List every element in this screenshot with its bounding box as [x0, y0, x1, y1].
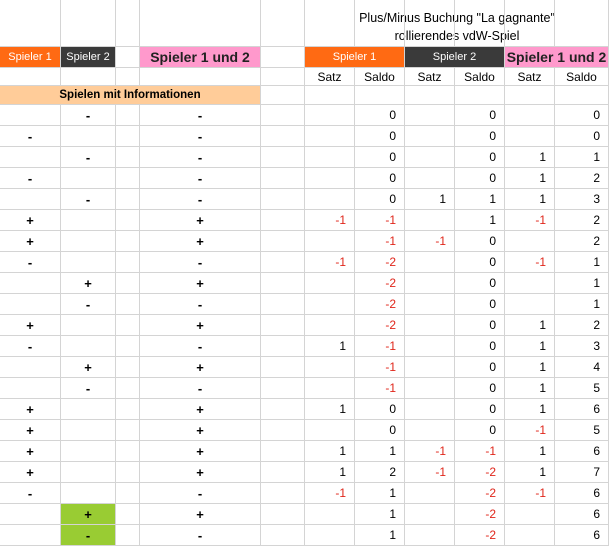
spieler-1-satz[interactable]: 1	[305, 462, 355, 483]
spieler-1-mark[interactable]	[0, 273, 61, 294]
empty-cell[interactable]	[116, 273, 140, 294]
spieler-1-saldo[interactable]: 0	[355, 105, 405, 126]
spieler-1-saldo[interactable]: 0	[355, 126, 405, 147]
empty-cell[interactable]	[116, 168, 140, 189]
spieler-1-satz[interactable]: -1	[305, 483, 355, 504]
spieler-1-satz[interactable]	[305, 147, 355, 168]
spieler-1-saldo[interactable]: -1	[355, 210, 405, 231]
spieler-1-saldo[interactable]: -1	[355, 378, 405, 399]
both-saldo[interactable]: 1	[555, 273, 609, 294]
spieler-2-satz[interactable]	[405, 168, 455, 189]
spieler-1-satz[interactable]	[305, 315, 355, 336]
empty-cell[interactable]	[355, 86, 405, 105]
spieler-1-saldo[interactable]: 1	[355, 525, 405, 546]
title-line-2: rollierendes vdW-Spiel	[394, 29, 520, 43]
both-mark[interactable]: +	[140, 420, 261, 441]
right-header-spieler-2[interactable]: Spieler 2	[405, 47, 505, 68]
spieler-2-saldo[interactable]: 0	[455, 168, 505, 189]
both-satz[interactable]: 1	[505, 189, 555, 210]
empty-cell[interactable]	[116, 0, 140, 47]
spieler-1-saldo[interactable]: -1	[355, 231, 405, 252]
spieler-1-satz[interactable]	[305, 105, 355, 126]
both-satz[interactable]: -1	[505, 210, 555, 231]
both-mark[interactable]: -	[140, 105, 261, 126]
spieler-2-mark[interactable]: -	[61, 105, 116, 126]
both-satz[interactable]: 1	[505, 378, 555, 399]
empty-cell[interactable]	[261, 357, 305, 378]
spieler-1-saldo[interactable]: 0	[355, 420, 405, 441]
spieler-1-mark[interactable]: +	[0, 210, 61, 231]
both-satz[interactable]	[505, 126, 555, 147]
spieler-2-satz[interactable]	[405, 525, 455, 546]
spieler-1-mark[interactable]	[0, 525, 61, 546]
empty-cell[interactable]	[261, 126, 305, 147]
spieler-1-saldo[interactable]: 2	[355, 462, 405, 483]
both-saldo[interactable]: 0	[555, 126, 609, 147]
both-saldo[interactable]: 6	[555, 504, 609, 525]
both-saldo[interactable]: 1	[555, 147, 609, 168]
spieler-1-saldo[interactable]: 1	[355, 441, 405, 462]
spieler-2-satz[interactable]	[405, 105, 455, 126]
title-line-1: Plus/Minus Buchung "La gagnante"	[359, 11, 555, 25]
spieler-2-satz[interactable]: -1	[405, 462, 455, 483]
empty-cell[interactable]	[140, 68, 261, 86]
spieler-1-saldo[interactable]: 1	[355, 504, 405, 525]
empty-cell[interactable]	[116, 525, 140, 546]
spieler-1-satz[interactable]	[305, 126, 355, 147]
both-saldo[interactable]: 2	[555, 315, 609, 336]
both-saldo[interactable]: 2	[555, 231, 609, 252]
empty-cell[interactable]	[455, 0, 505, 47]
spieler-1-mark[interactable]	[0, 378, 61, 399]
spieler-1-saldo[interactable]: 0	[355, 168, 405, 189]
spieler-1-saldo[interactable]: 0	[355, 189, 405, 210]
empty-cell[interactable]	[455, 86, 505, 105]
spieler-1-satz[interactable]: -1	[305, 210, 355, 231]
spieler-2-saldo[interactable]: 1	[455, 189, 505, 210]
both-mark[interactable]: -	[140, 168, 261, 189]
spieler-1-satz[interactable]	[305, 273, 355, 294]
spieler-2-saldo[interactable]: 0	[455, 315, 505, 336]
both-satz[interactable]: -1	[505, 252, 555, 273]
both-mark[interactable]: +	[140, 357, 261, 378]
both-mark[interactable]: -	[140, 252, 261, 273]
spieler-2-saldo[interactable]: -2	[455, 504, 505, 525]
spieler-2-mark[interactable]: -	[61, 189, 116, 210]
empty-cell[interactable]	[305, 0, 355, 47]
both-saldo[interactable]: 7	[555, 462, 609, 483]
spieler-1-mark[interactable]	[0, 357, 61, 378]
right-header-spieler-1[interactable]: Spieler 1	[305, 47, 405, 68]
spieler-2-saldo[interactable]: -2	[455, 483, 505, 504]
spieler-1-saldo[interactable]: 0	[355, 147, 405, 168]
both-mark[interactable]: -	[140, 525, 261, 546]
both-saldo[interactable]: 6	[555, 483, 609, 504]
both-mark[interactable]: -	[140, 294, 261, 315]
both-mark[interactable]: -	[140, 126, 261, 147]
empty-cell[interactable]	[261, 86, 305, 105]
spieler-2-saldo[interactable]: 0	[455, 378, 505, 399]
saldo-header[interactable]: Saldo	[555, 68, 609, 86]
spieler-2-saldo[interactable]: -2	[455, 462, 505, 483]
both-mark[interactable]: +	[140, 210, 261, 231]
spieler-2-satz[interactable]	[405, 252, 455, 273]
right-header-spieler-1-und-2[interactable]: Spieler 1 und 2	[505, 47, 609, 68]
spieler-2-mark[interactable]	[61, 462, 116, 483]
empty-cell[interactable]	[261, 483, 305, 504]
both-saldo[interactable]: 3	[555, 189, 609, 210]
satz-header[interactable]: Satz	[305, 68, 355, 86]
spieler-2-mark[interactable]: -	[61, 147, 116, 168]
empty-cell[interactable]	[261, 47, 305, 68]
spieler-2-saldo[interactable]: 0	[455, 420, 505, 441]
empty-cell[interactable]	[116, 378, 140, 399]
empty-cell[interactable]	[505, 86, 555, 105]
both-saldo[interactable]: 6	[555, 399, 609, 420]
both-saldo[interactable]: 5	[555, 378, 609, 399]
both-mark[interactable]: +	[140, 441, 261, 462]
spieler-1-saldo[interactable]: -1	[355, 357, 405, 378]
spieler-2-saldo[interactable]: 0	[455, 252, 505, 273]
empty-cell[interactable]	[116, 462, 140, 483]
both-mark[interactable]: +	[140, 231, 261, 252]
spieler-1-satz[interactable]	[305, 420, 355, 441]
spieler-2-saldo[interactable]: 0	[455, 126, 505, 147]
empty-cell[interactable]	[405, 86, 455, 105]
both-satz[interactable]: 1	[505, 399, 555, 420]
empty-cell[interactable]	[116, 252, 140, 273]
empty-cell[interactable]	[116, 315, 140, 336]
spieler-1-mark[interactable]	[0, 147, 61, 168]
spieler-2-satz[interactable]	[405, 336, 455, 357]
spieler-2-satz[interactable]	[405, 273, 455, 294]
spieler-1-mark[interactable]	[0, 294, 61, 315]
spieler-1-mark[interactable]: -	[0, 252, 61, 273]
spieler-1-mark[interactable]: +	[0, 231, 61, 252]
both-mark[interactable]: +	[140, 399, 261, 420]
spieler-2-saldo[interactable]: 0	[455, 105, 505, 126]
empty-cell[interactable]	[261, 68, 305, 86]
spieler-2-mark[interactable]	[61, 210, 116, 231]
spieler-2-mark[interactable]	[61, 252, 116, 273]
spieler-1-satz[interactable]	[305, 294, 355, 315]
spieler-2-saldo[interactable]: 0	[455, 399, 505, 420]
spieler-1-mark[interactable]: +	[0, 441, 61, 462]
both-satz[interactable]: -1	[505, 483, 555, 504]
spieler-2-satz[interactable]: 1	[405, 189, 455, 210]
empty-cell[interactable]	[261, 147, 305, 168]
both-mark[interactable]: +	[140, 273, 261, 294]
both-satz[interactable]	[505, 504, 555, 525]
empty-cell[interactable]	[405, 0, 455, 47]
spieler-2-saldo[interactable]: 0	[455, 357, 505, 378]
empty-cell[interactable]	[0, 68, 61, 86]
spieler-2-mark[interactable]: -	[61, 378, 116, 399]
spieler-2-mark[interactable]	[61, 441, 116, 462]
spieler-2-mark[interactable]	[61, 231, 116, 252]
empty-cell[interactable]	[261, 105, 305, 126]
spieler-2-satz[interactable]: -1	[405, 231, 455, 252]
spieler-2-saldo[interactable]: 0	[455, 273, 505, 294]
spieler-2-satz[interactable]	[405, 420, 455, 441]
spieler-1-mark[interactable]: +	[0, 315, 61, 336]
empty-cell[interactable]	[140, 0, 261, 47]
empty-cell[interactable]	[116, 483, 140, 504]
spieler-2-satz[interactable]	[405, 294, 455, 315]
both-mark[interactable]: -	[140, 483, 261, 504]
satz-header[interactable]: Satz	[505, 68, 555, 86]
left-header-spieler-1-und-2[interactable]: Spieler 1 und 2	[140, 47, 261, 68]
info-header[interactable]: Spielen mit Informationen	[0, 86, 261, 105]
both-saldo[interactable]: 3	[555, 336, 609, 357]
spieler-1-mark[interactable]: +	[0, 462, 61, 483]
spieler-2-saldo[interactable]: 0	[455, 294, 505, 315]
satz-header[interactable]: Satz	[405, 68, 455, 86]
spieler-1-satz[interactable]	[305, 231, 355, 252]
empty-cell[interactable]	[261, 525, 305, 546]
spieler-2-satz[interactable]	[405, 504, 455, 525]
spieler-2-satz[interactable]	[405, 357, 455, 378]
empty-cell[interactable]	[261, 504, 305, 525]
spieler-2-satz[interactable]	[405, 483, 455, 504]
empty-cell[interactable]	[116, 231, 140, 252]
spieler-2-saldo[interactable]: -2	[455, 525, 505, 546]
spieler-2-saldo[interactable]: 0	[455, 147, 505, 168]
spieler-1-mark[interactable]	[0, 105, 61, 126]
empty-cell[interactable]	[116, 399, 140, 420]
spieler-2-satz[interactable]	[405, 210, 455, 231]
empty-cell[interactable]	[116, 441, 140, 462]
empty-cell[interactable]	[261, 462, 305, 483]
both-mark[interactable]: +	[140, 504, 261, 525]
saldo-header[interactable]: Saldo	[355, 68, 405, 86]
spieler-2-mark[interactable]	[61, 399, 116, 420]
spieler-1-satz[interactable]	[305, 525, 355, 546]
spieler-1-mark[interactable]: +	[0, 399, 61, 420]
spieler-1-satz[interactable]	[305, 357, 355, 378]
both-saldo[interactable]: 6	[555, 441, 609, 462]
spieler-2-mark[interactable]	[61, 420, 116, 441]
spieler-1-satz[interactable]: 1	[305, 399, 355, 420]
spieler-2-satz[interactable]	[405, 378, 455, 399]
empty-cell[interactable]	[116, 210, 140, 231]
spieler-1-saldo[interactable]: -2	[355, 315, 405, 336]
spieler-2-satz[interactable]	[405, 147, 455, 168]
empty-cell[interactable]	[261, 189, 305, 210]
empty-cell[interactable]	[116, 420, 140, 441]
empty-cell[interactable]	[261, 315, 305, 336]
both-mark[interactable]: -	[140, 189, 261, 210]
spieler-1-mark[interactable]	[0, 504, 61, 525]
empty-cell[interactable]	[261, 0, 305, 47]
empty-cell[interactable]	[555, 86, 609, 105]
empty-cell[interactable]	[261, 273, 305, 294]
empty-cell[interactable]	[261, 420, 305, 441]
both-satz[interactable]: 1	[505, 441, 555, 462]
spieler-2-saldo[interactable]: 0	[455, 231, 505, 252]
spieler-1-saldo[interactable]: -1	[355, 336, 405, 357]
both-saldo[interactable]: 1	[555, 252, 609, 273]
spieler-2-mark[interactable]: +	[61, 273, 116, 294]
spieler-1-mark[interactable]	[0, 189, 61, 210]
spieler-2-mark[interactable]: -	[61, 525, 116, 546]
empty-cell[interactable]	[261, 210, 305, 231]
empty-cell[interactable]	[261, 399, 305, 420]
spieler-1-saldo[interactable]: -2	[355, 294, 405, 315]
spieler-1-satz[interactable]: 1	[305, 441, 355, 462]
spieler-2-satz[interactable]: -1	[405, 441, 455, 462]
spieler-2-satz[interactable]	[405, 399, 455, 420]
both-satz[interactable]	[505, 273, 555, 294]
both-satz[interactable]	[505, 294, 555, 315]
both-saldo[interactable]: 5	[555, 420, 609, 441]
spieler-1-satz[interactable]	[305, 378, 355, 399]
spieler-2-satz[interactable]	[405, 315, 455, 336]
both-mark[interactable]: -	[140, 147, 261, 168]
both-satz[interactable]: -1	[505, 420, 555, 441]
spieler-1-satz[interactable]: -1	[305, 252, 355, 273]
empty-cell[interactable]	[261, 441, 305, 462]
empty-cell[interactable]	[61, 0, 116, 47]
spieler-1-saldo[interactable]: -2	[355, 252, 405, 273]
empty-cell[interactable]	[261, 378, 305, 399]
spieler-1-mark[interactable]: -	[0, 336, 61, 357]
empty-cell[interactable]	[305, 86, 355, 105]
spieler-2-mark[interactable]	[61, 168, 116, 189]
left-header-spieler-2[interactable]: Spieler 2	[61, 47, 116, 68]
spieler-2-mark[interactable]: +	[61, 357, 116, 378]
both-mark[interactable]: +	[140, 315, 261, 336]
spieler-1-saldo[interactable]: -2	[355, 273, 405, 294]
spieler-1-mark[interactable]: -	[0, 483, 61, 504]
empty-cell[interactable]	[555, 0, 609, 47]
both-satz[interactable]: 1	[505, 168, 555, 189]
both-satz[interactable]	[505, 525, 555, 546]
both-mark[interactable]: -	[140, 336, 261, 357]
both-saldo[interactable]: 4	[555, 357, 609, 378]
spieler-1-mark[interactable]: -	[0, 168, 61, 189]
empty-cell[interactable]	[261, 168, 305, 189]
spieler-2-mark[interactable]	[61, 336, 116, 357]
empty-cell[interactable]	[355, 0, 405, 47]
empty-cell[interactable]	[116, 336, 140, 357]
spieler-2-mark[interactable]	[61, 126, 116, 147]
empty-cell[interactable]	[261, 252, 305, 273]
spieler-2-mark[interactable]: -	[61, 294, 116, 315]
both-satz[interactable]: 1	[505, 147, 555, 168]
empty-cell[interactable]	[61, 68, 116, 86]
empty-cell[interactable]	[261, 294, 305, 315]
both-satz[interactable]: 1	[505, 462, 555, 483]
both-saldo[interactable]: 1	[555, 294, 609, 315]
empty-cell[interactable]	[116, 105, 140, 126]
empty-cell[interactable]	[116, 504, 140, 525]
both-saldo[interactable]: 6	[555, 525, 609, 546]
empty-cell[interactable]	[505, 0, 555, 47]
spieler-2-mark[interactable]: +	[61, 504, 116, 525]
spieler-1-mark[interactable]: +	[0, 420, 61, 441]
both-mark[interactable]: +	[140, 462, 261, 483]
both-satz[interactable]: 1	[505, 357, 555, 378]
spieler-1-satz[interactable]	[305, 189, 355, 210]
empty-cell[interactable]	[116, 357, 140, 378]
empty-cell[interactable]	[116, 147, 140, 168]
both-satz[interactable]	[505, 105, 555, 126]
empty-cell[interactable]	[116, 189, 140, 210]
empty-cell[interactable]	[116, 126, 140, 147]
empty-cell[interactable]	[0, 0, 61, 47]
spieler-2-mark[interactable]	[61, 315, 116, 336]
saldo-header[interactable]: Saldo	[455, 68, 505, 86]
spieler-1-mark[interactable]: -	[0, 126, 61, 147]
both-saldo[interactable]: 2	[555, 168, 609, 189]
spieler-1-saldo[interactable]: 1	[355, 483, 405, 504]
both-saldo[interactable]: 2	[555, 210, 609, 231]
spieler-2-satz[interactable]	[405, 126, 455, 147]
spieler-2-saldo[interactable]: 0	[455, 336, 505, 357]
both-satz[interactable]: 1	[505, 336, 555, 357]
spieler-2-mark[interactable]	[61, 483, 116, 504]
both-satz[interactable]	[505, 231, 555, 252]
spieler-2-saldo[interactable]: 1	[455, 210, 505, 231]
spieler-1-satz[interactable]: 1	[305, 336, 355, 357]
spieler-2-saldo[interactable]: -1	[455, 441, 505, 462]
spieler-1-saldo[interactable]: 0	[355, 399, 405, 420]
both-satz[interactable]: 1	[505, 315, 555, 336]
spieler-1-satz[interactable]	[305, 168, 355, 189]
both-saldo[interactable]: 0	[555, 105, 609, 126]
empty-cell[interactable]	[116, 47, 140, 68]
spieler-1-satz[interactable]	[305, 504, 355, 525]
empty-cell[interactable]	[261, 231, 305, 252]
empty-cell[interactable]	[116, 68, 140, 86]
both-mark[interactable]: -	[140, 378, 261, 399]
left-header-spieler-1[interactable]: Spieler 1	[0, 47, 61, 68]
empty-cell[interactable]	[116, 294, 140, 315]
empty-cell[interactable]	[261, 336, 305, 357]
